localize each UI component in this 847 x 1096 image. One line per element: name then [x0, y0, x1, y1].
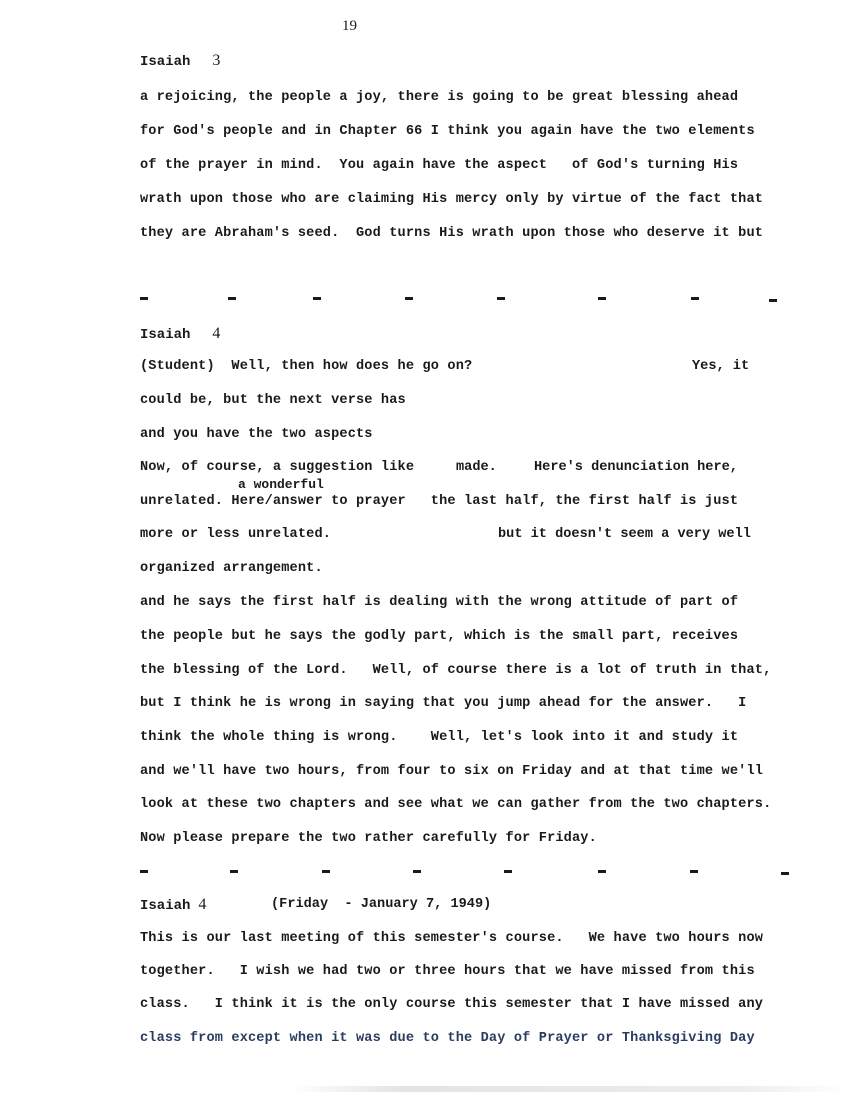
heading-label: Isaiah — [140, 898, 191, 914]
interlinear-insertion: a wonderful — [238, 477, 324, 492]
page-number: 19 — [342, 18, 357, 34]
heading-number: 4 — [212, 325, 221, 342]
text-line: and he says the first half is dealing with the wrong attitude of part of — [140, 595, 739, 610]
text-line: think the whole thing is wrong. Well, let's look into it and study it — [140, 730, 739, 745]
text-line: unrelated. Here/answer to prayer the last half, the first half is just — [140, 494, 739, 509]
scan-smudge — [290, 1086, 847, 1092]
text-fragment: made. — [456, 460, 497, 475]
text-line: the people but he says the godly part, which is the small part, receives — [140, 629, 739, 644]
text-line: This is our last meeting of this semester's course. We have two hours now — [140, 931, 764, 946]
text-line: organized arrangement. — [140, 561, 323, 576]
text-line: they are Abraham's seed. God turns His wrath upon those who deserve it but — [140, 226, 764, 241]
heading-label: Isaiah — [140, 327, 191, 343]
text-line: and you have the two aspects — [140, 427, 373, 442]
section-heading-isaiah-4-friday — [140, 896, 206, 914]
text-line: look at these two chapters and see what we can gather from the two chapters. — [140, 797, 772, 812]
text-line: of the prayer in mind. You again have the aspect of God's turning His — [140, 158, 739, 173]
text-line: more or less unrelated. — [140, 527, 332, 542]
text-fragment: Here's denunciation here, — [534, 460, 738, 475]
text-line: wrath upon those who are claiming His mercy only by virtue of the fact that — [140, 192, 764, 207]
heading-label: Isaiah — [140, 54, 191, 70]
text-line: Now please prepare the two rather carefully for Friday. — [140, 831, 597, 846]
text-line: Now, of course, a suggestion like — [140, 460, 415, 475]
text-line: for God's people and in Chapter 66 I think you again have the two elements — [140, 124, 755, 139]
text-line: a rejoicing, the people a joy, there is going to be great blessing ahead — [140, 90, 739, 105]
text-line: together. I wish we had two or three hours that we have missed from this — [140, 964, 755, 979]
text-line: class from except when it was due to the Day of Prayer or Thanksgiving Day — [140, 1031, 755, 1046]
text-line: the blessing of the Lord. Well, of course there is a lot of truth in that, — [140, 663, 772, 678]
student-line: (Student) Well, then how does he go on? — [140, 359, 473, 374]
text-line: could be, but the next verse has — [140, 393, 406, 408]
section-heading-isaiah-3 — [140, 52, 220, 70]
text-line: and we'll have two hours, from four to six on Friday and at that time we'll — [140, 764, 764, 779]
text-fragment: but it doesn't seem a very well — [498, 527, 751, 542]
student-line-right: Yes, it — [692, 359, 750, 374]
heading-number: 3 — [212, 52, 221, 69]
text-line: but I think he is wrong in saying that you jump ahead for the answer. I — [140, 696, 747, 711]
section-heading-isaiah-4 — [140, 325, 220, 343]
heading-number: 4 — [198, 896, 207, 913]
heading-date: (Friday - January 7, 1949) — [271, 897, 492, 912]
text-line: class. I think it is the only course this semester that I have missed any — [140, 997, 764, 1012]
